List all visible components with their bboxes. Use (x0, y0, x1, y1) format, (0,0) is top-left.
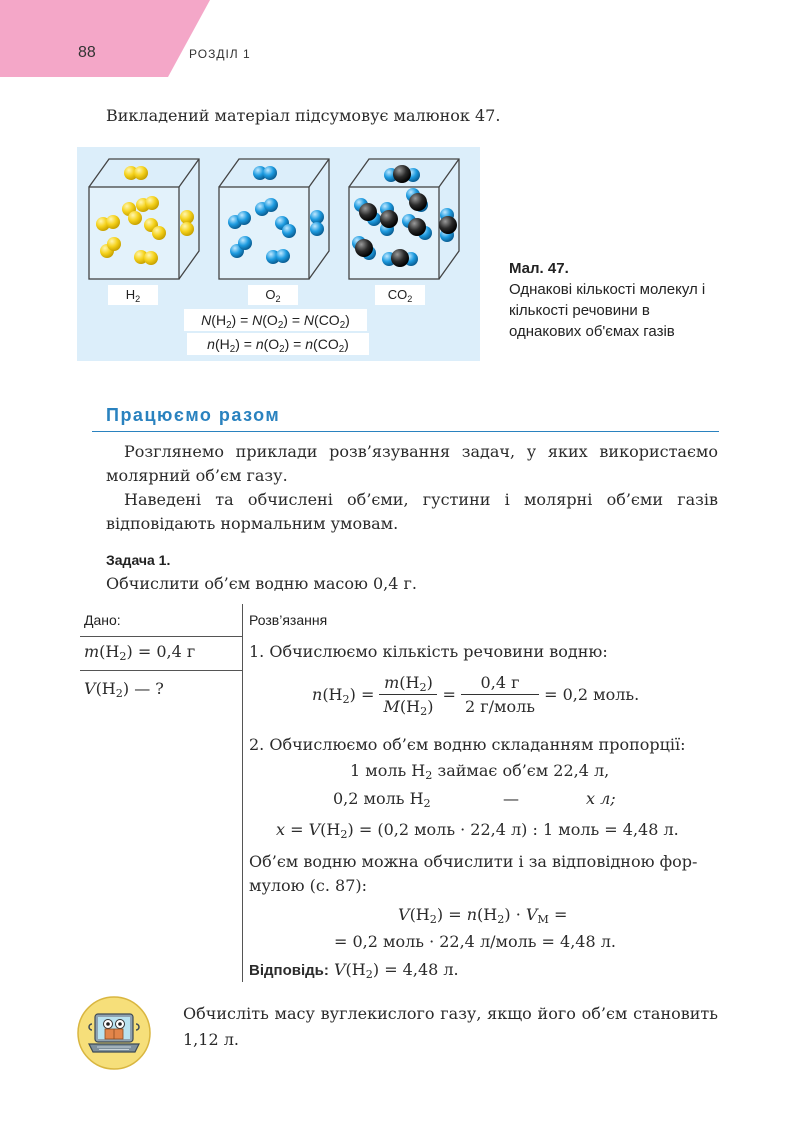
table-divider-vertical (242, 604, 243, 982)
task-title: Задача 1. (106, 552, 171, 568)
find-volume: $V(H_2)$ — ? (84, 679, 164, 700)
proportion-line-1: 1 моль $H_2$ займає об’єм 22,4 л, (350, 761, 610, 782)
co2-molecules (352, 165, 457, 267)
label-h2: $H_2$ (108, 285, 158, 305)
intro-text: Викладений матеріал підсумовує малюнок 47. (106, 106, 501, 125)
solution-label: Розв’язання (249, 612, 328, 628)
laptop-reader-icon (77, 996, 151, 1070)
given-label: Дано: (84, 612, 121, 628)
paragraph-2: Наведені та обчислені об’єми, густини і молярні об’єми газів відповідають нормальним умовам. (106, 490, 718, 533)
exercise-text: Обчисліть масу вуглекислого газу, якщо його об’єм становить 1,12 л. (183, 1004, 718, 1049)
label-o2: $O_2$ (248, 285, 298, 305)
proportion-dash: — (503, 789, 519, 808)
fraction-values: $\frac{0,4 г}{\text{2 г/моль}}$ (461, 672, 539, 719)
volume-calculation: $x = V(H_2) = (0,2$ моль · 22,4 л) : 1 моль = 4,48 л. (276, 820, 679, 841)
label-co2: $CO_2$ (375, 285, 425, 305)
header-tab (0, 0, 210, 77)
formula-n-equal: $n(H_2) = n(O_2) = n(CO_2)$ (187, 333, 369, 355)
task-text: Обчислити об’єм водню масою 0,4 г. (106, 574, 417, 593)
caption-title: Мал. 47. (509, 260, 569, 277)
figure-47 (77, 147, 480, 361)
heading-underline (92, 431, 719, 432)
section-heading: Працюємо разом (106, 405, 281, 425)
step-1: 1. Обчислюємо кількість речовини водню: (249, 642, 608, 661)
formula-line-1: $V(H_2) = n(H_2) \cdot V_M$ = (398, 905, 568, 926)
given-mass: $m(H_2) = 0,4$ г (84, 642, 196, 663)
section-label: РОЗДІЛ 1 (189, 47, 251, 61)
table-divider-h2 (80, 670, 242, 671)
formula-text-2: мулою (с. 87): (249, 876, 368, 895)
figure-caption (509, 258, 719, 342)
proportion-line-2: 0,2 моль $H_2$ (333, 789, 431, 810)
formula-text-1: Об’єм водню можна обчислити і за відповідною фор- (249, 852, 698, 871)
page-number: 88 (78, 44, 96, 61)
fraction-m-over-M: $\frac{m(H_2)}{M(H_2)}$ (379, 672, 437, 719)
step-2: 2. Обчислюємо об’єм водню складанням пропорції: (249, 735, 686, 754)
proportion-x: x л; (586, 789, 616, 808)
table-divider-h1 (80, 636, 242, 637)
formula-line-2: = 0,2 моль · 22,4 л/моль = 4,48 л. (334, 932, 616, 951)
formula-N-equal: $N(H_2) = N(O_2) = N(CO_2)$ (184, 309, 367, 331)
amount-formula: $n(H_2)$ = $\frac{m(H_2)}{M(H_2)}$ = $\frac{0,4 г}{\text{2 г/моль}}$ = 0,2 моль. (312, 673, 640, 718)
paragraph-1: Розглянемо приклади розв’язування задач, у яких використаємо молярний об’єм газу. (106, 442, 718, 485)
caption-text: Однакові кількості молекул і кількості речовини в однакових об'ємах газів (509, 281, 706, 340)
answer: Відповідь: $V(H_2) = 4,48$ л. (249, 960, 459, 981)
